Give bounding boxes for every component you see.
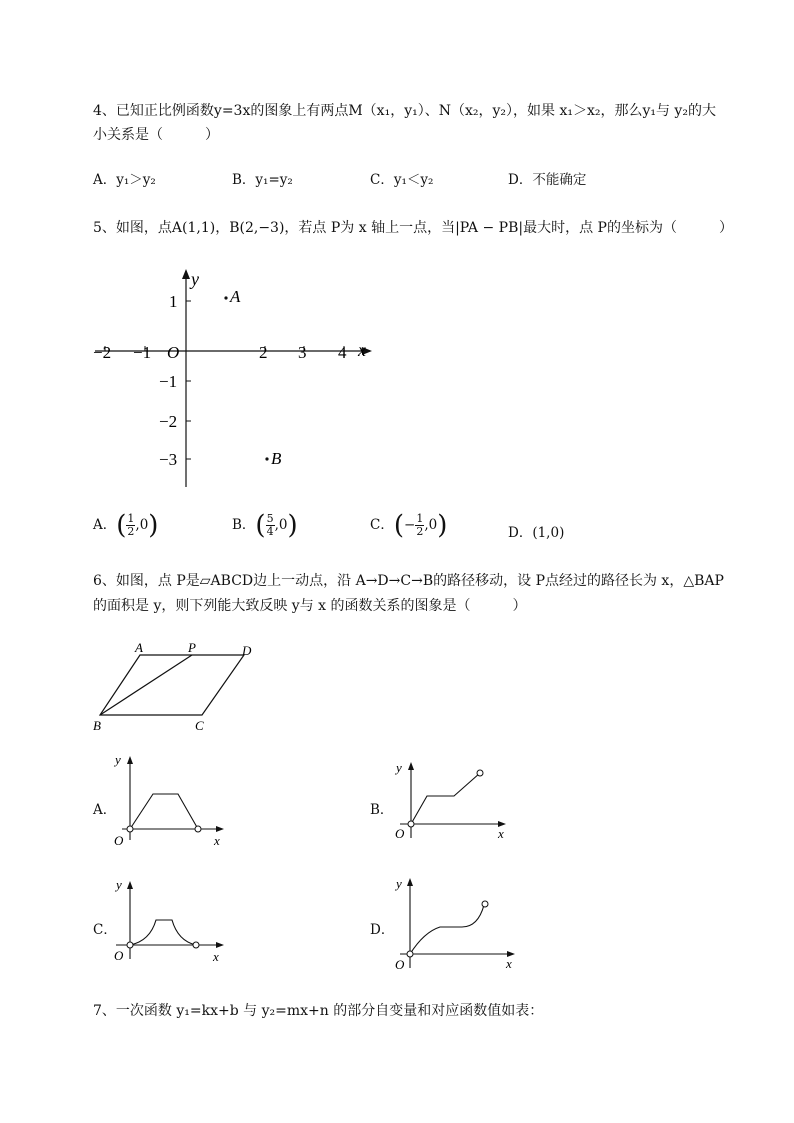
q6-a-curve	[130, 794, 198, 829]
q6-option-b-label[interactable]: B．	[370, 802, 394, 818]
q5-option-c-label: C．	[370, 517, 394, 533]
q5-point-a-dot	[224, 296, 227, 299]
q5-origin-label: O	[167, 343, 180, 362]
q5-point-b-label: B	[271, 449, 282, 468]
q5-point-b-dot	[265, 457, 268, 460]
q5-stem-line1: 5、如图，点A(1,1)，B(2,−3)，若点 P为 x 轴上一点，当|PA − PB|最大时，点 P的坐标为（ ）	[93, 220, 733, 236]
q5-c-sign: −	[404, 517, 416, 533]
q6-option-c-label[interactable]: C．	[93, 922, 117, 938]
q6-a-x-label: x	[214, 833, 220, 848]
q6-option-c-graph[interactable]	[108, 875, 233, 965]
q6-label-d: D	[242, 643, 252, 658]
q5-c-denominator: 2	[416, 525, 424, 538]
q6-b-y-label: y	[396, 760, 402, 775]
q6-segment-bp	[100, 655, 192, 715]
q6-d-y-label: y	[396, 876, 402, 891]
q6-c-curve	[130, 920, 196, 945]
q6-c-x-label: x	[213, 949, 219, 964]
q5-x-tick-4: 4	[338, 343, 347, 362]
q6-a-origin: O	[114, 833, 124, 848]
q6-option-a-graph[interactable]	[108, 750, 233, 850]
q6-b-origin: O	[395, 826, 405, 841]
q6-b-curve	[411, 773, 480, 824]
q5-x-tick-neg2: −2	[93, 343, 112, 362]
q6-c-y-label: y	[116, 877, 122, 892]
q6-option-d-label[interactable]: D．	[370, 922, 395, 938]
q5-x-axis-label: x	[358, 340, 366, 360]
q6-b-x-label: x	[498, 826, 504, 841]
q5-y-axis-label: y	[191, 269, 199, 289]
q5-option-b[interactable]: B．( $\frac{5}{4}$ ,0)	[232, 510, 298, 541]
q5-y-tick-neg2: −2	[159, 412, 178, 431]
q5-b-denominator: 4	[266, 525, 274, 538]
q4-option-c[interactable]: C．y₁＜y₂	[370, 172, 434, 188]
q5-a-numerator: 1	[127, 512, 135, 525]
q5-coordinate-graph	[85, 265, 385, 495]
q6-c-origin: O	[114, 948, 124, 963]
q5-a-denominator: 2	[127, 525, 135, 538]
q5-option-c[interactable]: C．(− $\frac{1}{2}$ ,0)	[370, 510, 448, 541]
q5-point-a-label: A	[230, 287, 241, 306]
q6-label-c: C	[195, 718, 204, 733]
q6-option-b-graph[interactable]	[390, 758, 515, 848]
q4-stem-line1: 4、已知正比例函数y=3x的图象上有两点M（x₁，y₁）、N（x₂，y₂），如果 x₁＞x₂，那么y₁与 y₂的大	[93, 103, 716, 119]
q5-option-b-label: B．	[232, 517, 256, 533]
q6-label-p: P	[188, 640, 196, 655]
q6-d-curve	[410, 905, 484, 954]
q5-x-tick-3: 3	[298, 343, 307, 362]
q5-option-a-label: A．	[93, 517, 117, 533]
q4-option-b[interactable]: B．y₁=y₂	[232, 172, 293, 188]
q5-y-arrow-icon	[182, 269, 190, 279]
q5-c-numerator: 1	[416, 512, 424, 525]
q6-a-y-label: y	[115, 752, 121, 767]
q5-option-d[interactable]	[508, 521, 564, 541]
q5-x-tick-neg1: −1	[133, 343, 152, 362]
q6-parallelogram-figure	[88, 638, 268, 738]
q5-b-rest: ,0	[274, 517, 288, 533]
q5-b-numerator: 5	[266, 512, 274, 525]
q7-stem-line1: 7、一次函数 y₁=kx+b 与 y₂=mx+n 的部分自变量和对应函数值如表：	[93, 1003, 544, 1019]
q5-y-tick-neg1: −1	[159, 372, 178, 391]
q6-label-a: A	[135, 640, 143, 655]
q6-label-b: B	[93, 718, 101, 733]
q5-y-tick-1: 1	[169, 292, 178, 311]
q4-option-d[interactable]: D．不能确定	[508, 172, 587, 188]
q5-y-tick-neg3: −3	[159, 450, 178, 469]
q6-d-origin: O	[395, 957, 405, 972]
q5-option-d-value: (1,0)	[532, 525, 565, 541]
q5-a-rest: ,0	[135, 517, 149, 533]
q6-option-a-label[interactable]: A．	[93, 802, 117, 818]
q5-option-d-label: D．	[508, 525, 533, 541]
q6-d-x-label: x	[506, 956, 512, 971]
q4-stem-line2: 小关系是（ ）	[93, 127, 219, 143]
q6-option-d-graph[interactable]	[392, 872, 522, 972]
q6-stem-line1: 6、如图，点 P是▱ABCD边上一动点，沿 A→D→C→B的路径移动，设 P点经过的路径长为 x，△BAP	[93, 573, 724, 589]
q6-parallelogram-abcd	[100, 655, 244, 715]
q4-option-a[interactable]: A．y₁＞y₂	[93, 172, 156, 188]
q6-stem-line2: 的面积是 y，则下列能大致反映 y与 x 的函数关系的图象是（ ）	[93, 598, 527, 614]
q5-c-rest: ,0	[424, 517, 438, 533]
q5-option-a[interactable]: A．( $\frac{1}{2}$ ,0)	[93, 510, 159, 541]
q5-x-tick-2: 2	[259, 343, 268, 362]
